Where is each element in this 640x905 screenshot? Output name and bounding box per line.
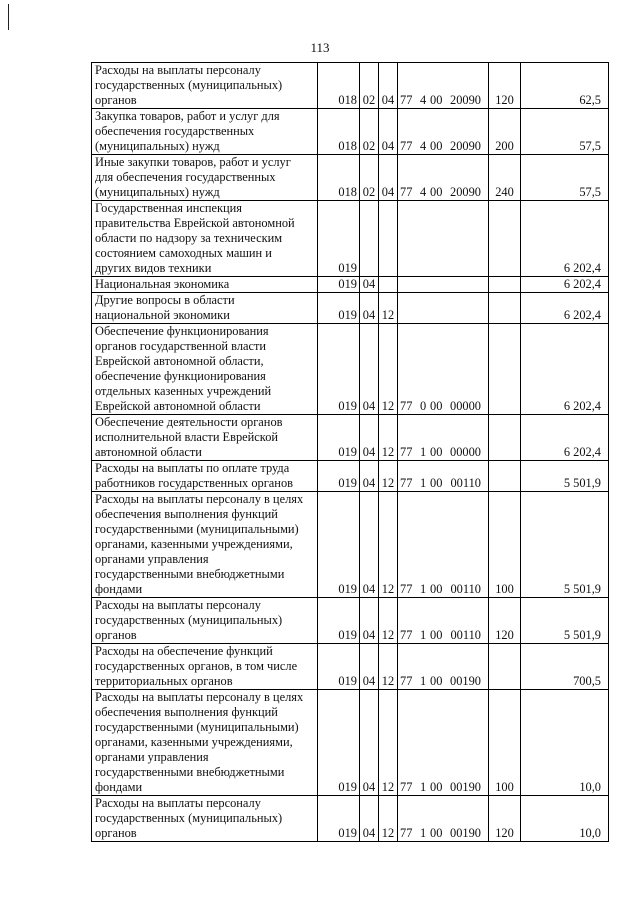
section-code-cell: 04 [360, 324, 379, 415]
expense-name-line: государственных органов, в том числе [95, 659, 298, 673]
target-article-code [400, 628, 481, 643]
section-code-cell: 02 [360, 63, 379, 109]
expense-type-code-cell: 120 [489, 796, 521, 842]
expense-name-line: работников государственных органов [95, 476, 293, 490]
ministry-code-cell: 019 [318, 796, 360, 842]
target-article-cell [398, 492, 489, 598]
target-article-part: 1 [420, 445, 427, 459]
target-article-part: 00190 [450, 780, 481, 794]
target-article-cell [398, 201, 489, 277]
ministry-code-cell: 019 [318, 644, 360, 690]
table-row [92, 201, 609, 277]
amount-cell: 5 501,9 [521, 461, 609, 492]
expense-name-line: для обеспечения государственных [95, 170, 276, 184]
expense-type-code-cell [489, 201, 521, 277]
ministry-code-cell: 019 [318, 415, 360, 461]
amount-cell: 10,0 [521, 796, 609, 842]
expense-type-code-cell: 120 [489, 63, 521, 109]
target-article-part: 77 [400, 826, 413, 840]
target-article-part: 77 [400, 674, 413, 688]
subsection-code-cell: 12 [379, 690, 398, 796]
expense-name-line: Другие вопросы в области [95, 293, 235, 307]
subsection-code-cell: 04 [379, 155, 398, 201]
target-article-cell [398, 796, 489, 842]
expense-name-line: (муниципальных) нужд [95, 139, 220, 153]
target-article-part: 1 [420, 826, 427, 840]
expense-name-line: правительства Еврейской автономной [95, 216, 295, 230]
expense-name-cell [92, 461, 318, 492]
target-article-part: 00190 [450, 674, 481, 688]
expense-name-line: государственных (муниципальных) [95, 811, 283, 825]
target-article-part: 00 [430, 628, 443, 642]
expense-type-code-cell: 200 [489, 109, 521, 155]
expense-name-line: Государственная инспекция [95, 201, 242, 215]
target-article-cell [398, 461, 489, 492]
budget-table-body [92, 63, 609, 842]
expense-name-line: Еврейской автономной области, [95, 354, 264, 368]
target-article-code [400, 826, 481, 841]
target-article-part: 00 [430, 674, 443, 688]
amount-cell: 6 202,4 [521, 324, 609, 415]
amount-cell: 6 202,4 [521, 277, 609, 293]
section-code-cell: 04 [360, 415, 379, 461]
expense-name-line: государственными внебюджетными [95, 567, 285, 581]
expense-type-code-cell [489, 324, 521, 415]
ministry-code-cell: 019 [318, 201, 360, 277]
table-row [92, 277, 609, 293]
expense-name-line: Иные закупки товаров, работ и услуг [95, 155, 291, 169]
expense-name-line: Расходы на выплаты персоналу [95, 796, 261, 810]
expense-name-cell [92, 796, 318, 842]
amount-cell: 57,5 [521, 155, 609, 201]
expense-name-cell [92, 277, 318, 293]
section-code-cell: 04 [360, 293, 379, 324]
target-article-part: 20090 [450, 185, 481, 199]
target-article-part: 77 [400, 93, 413, 107]
expense-name-line: Расходы на выплаты персоналу [95, 598, 261, 612]
target-article-part: 1 [420, 628, 427, 642]
table-row [92, 598, 609, 644]
expense-name-line: фондами [95, 780, 143, 794]
target-article-part: 00000 [450, 399, 481, 413]
target-article-code [400, 582, 481, 597]
expense-name-cell [92, 201, 318, 277]
expense-name-line: органами, казенными учреждениями, [95, 537, 293, 551]
expense-name-line: органов [95, 628, 137, 642]
expense-name-line: Закупка товаров, работ и услуг для [95, 109, 280, 123]
expense-name-line: автономной области [95, 445, 202, 459]
subsection-code-cell: 04 [379, 63, 398, 109]
expense-name-line: Национальная экономика [95, 277, 230, 291]
amount-cell: 5 501,9 [521, 598, 609, 644]
expense-name-line: государственных (муниципальных) [95, 78, 283, 92]
amount-cell: 6 202,4 [521, 415, 609, 461]
expense-name-line: (муниципальных) нужд [95, 185, 220, 199]
expense-name-line: обеспечения выполнения функций [95, 705, 278, 719]
amount-cell: 5 501,9 [521, 492, 609, 598]
subsection-code-cell: 12 [379, 644, 398, 690]
target-article-part: 4 [420, 93, 427, 107]
expense-name-line: органами управления [95, 750, 209, 764]
target-article-part: 77 [400, 399, 413, 413]
expense-name-line: государственными внебюджетными [95, 765, 285, 779]
section-code-cell [360, 201, 379, 277]
ministry-code-cell: 018 [318, 109, 360, 155]
expense-type-code-cell: 120 [489, 598, 521, 644]
expense-name-cell [92, 63, 318, 109]
section-code-cell: 04 [360, 796, 379, 842]
subsection-code-cell: 12 [379, 324, 398, 415]
expense-type-code-cell: 100 [489, 690, 521, 796]
target-article-part: 00 [430, 139, 443, 153]
expense-name-cell [92, 644, 318, 690]
target-article-part: 77 [400, 185, 413, 199]
subsection-code-cell: 12 [379, 796, 398, 842]
expense-name-cell [92, 324, 318, 415]
target-article-code [400, 93, 481, 108]
target-article-part: 00110 [450, 582, 481, 596]
expense-name-line: Расходы на выплаты персоналу в целях [95, 492, 304, 506]
ministry-code-cell: 019 [318, 598, 360, 644]
target-article-part: 20090 [450, 139, 481, 153]
target-article-part: 77 [400, 476, 413, 490]
target-article-code [400, 399, 481, 414]
target-article-part: 00190 [450, 826, 481, 840]
amount-cell: 6 202,4 [521, 293, 609, 324]
ministry-code-cell: 019 [318, 293, 360, 324]
expense-type-code-cell: 100 [489, 492, 521, 598]
expense-name-line: национальной экономики [95, 308, 230, 322]
ministry-code-cell: 019 [318, 277, 360, 293]
amount-cell: 6 202,4 [521, 201, 609, 277]
target-article-part: 00110 [450, 476, 481, 490]
expense-name-cell [92, 293, 318, 324]
ministry-code-cell: 018 [318, 155, 360, 201]
subsection-code-cell [379, 277, 398, 293]
target-article-cell [398, 690, 489, 796]
section-code-cell: 04 [360, 690, 379, 796]
expense-name-cell [92, 155, 318, 201]
section-code-cell: 04 [360, 461, 379, 492]
target-article-cell [398, 277, 489, 293]
table-row [92, 644, 609, 690]
target-article-code [400, 261, 481, 276]
expense-name-line: Расходы на выплаты персоналу в целях [95, 690, 304, 704]
expense-type-code-cell: 240 [489, 155, 521, 201]
budget-table [91, 62, 609, 842]
expense-name-line: Расходы на выплаты персоналу [95, 63, 261, 77]
expense-name-cell [92, 598, 318, 644]
target-article-part: 77 [400, 780, 413, 794]
expense-type-code-cell [489, 293, 521, 324]
expense-name-line: территориальных органов [95, 674, 233, 688]
target-article-part: 77 [400, 582, 413, 596]
expense-name-line: государственными (муниципальными) [95, 522, 299, 536]
target-article-part: 1 [420, 780, 427, 794]
amount-cell: 10,0 [521, 690, 609, 796]
expense-name-line: органами управления [95, 552, 209, 566]
expense-name-line: фондами [95, 582, 143, 596]
expense-name-line: органов государственной власти [95, 339, 267, 353]
target-article-part: 00 [430, 826, 443, 840]
table-row [92, 796, 609, 842]
target-article-part: 77 [400, 445, 413, 459]
target-article-part: 77 [400, 628, 413, 642]
target-article-code [400, 308, 481, 323]
target-article-code [400, 185, 481, 200]
target-article-part: 4 [420, 185, 427, 199]
subsection-code-cell [379, 201, 398, 277]
target-article-part: 1 [420, 674, 427, 688]
target-article-cell [398, 644, 489, 690]
target-article-part: 00 [430, 582, 443, 596]
expense-name-line: органами, казенными учреждениями, [95, 735, 293, 749]
expense-name-line: государственными (муниципальными) [95, 720, 299, 734]
target-article-part: 20090 [450, 93, 481, 107]
section-code-cell: 04 [360, 277, 379, 293]
target-article-part: 00 [430, 399, 443, 413]
expense-name-line: области по надзору за техническим [95, 231, 283, 245]
expense-name-line: органов [95, 826, 137, 840]
target-article-part: 00 [430, 185, 443, 199]
expense-name-line: Расходы на обеспечение функций [95, 644, 273, 658]
section-code-cell: 02 [360, 155, 379, 201]
expense-name-line: Обеспечение деятельности органов [95, 415, 283, 429]
ministry-code-cell: 019 [318, 461, 360, 492]
ministry-code-cell: 019 [318, 690, 360, 796]
table-row [92, 155, 609, 201]
expense-name-line: отдельных казенных учреждений [95, 384, 272, 398]
section-code-cell: 04 [360, 492, 379, 598]
table-row [92, 415, 609, 461]
target-article-part: 77 [400, 139, 413, 153]
target-article-part: 1 [420, 476, 427, 490]
target-article-code [400, 139, 481, 154]
target-article-part: 00 [430, 93, 443, 107]
table-row [92, 293, 609, 324]
target-article-cell [398, 109, 489, 155]
target-article-part: 0 [420, 399, 427, 413]
table-row [92, 690, 609, 796]
expense-name-line: государственных (муниципальных) [95, 613, 283, 627]
target-article-cell [398, 155, 489, 201]
target-article-code [400, 476, 481, 491]
target-article-cell [398, 324, 489, 415]
amount-cell: 57,5 [521, 109, 609, 155]
expense-name-line: исполнительной власти Еврейской [95, 430, 279, 444]
subsection-code-cell: 12 [379, 598, 398, 644]
expense-name-line: Расходы на выплаты по оплате труда [95, 461, 290, 475]
target-article-cell [398, 293, 489, 324]
expense-type-code-cell [489, 277, 521, 293]
amount-cell: 700,5 [521, 644, 609, 690]
page-number: 113 [310, 40, 330, 55]
expense-type-code-cell [489, 415, 521, 461]
section-code-cell: 04 [360, 598, 379, 644]
expense-name-line: Обеспечение функционирования [95, 324, 269, 338]
target-article-part: 00000 [450, 445, 481, 459]
target-article-part: 00 [430, 780, 443, 794]
target-article-part: 00 [430, 445, 443, 459]
target-article-part: 4 [420, 139, 427, 153]
subsection-code-cell: 04 [379, 109, 398, 155]
expense-name-cell [92, 109, 318, 155]
ministry-code-cell: 019 [318, 492, 360, 598]
expense-name-line: других видов техники [95, 261, 212, 275]
table-row [92, 324, 609, 415]
expense-name-line: органов [95, 93, 137, 107]
expense-type-code-cell [489, 461, 521, 492]
scan-edge-mark [8, 4, 9, 30]
target-article-part: 00 [430, 476, 443, 490]
table-row [92, 63, 609, 109]
target-article-cell [398, 415, 489, 461]
expense-name-line: состоянием самоходных машин и [95, 246, 272, 260]
section-code-cell: 02 [360, 109, 379, 155]
target-article-part: 1 [420, 582, 427, 596]
table-row [92, 492, 609, 598]
expense-type-code-cell [489, 644, 521, 690]
expense-name-line: Еврейской автономной области [95, 399, 261, 413]
expense-name-line: обеспечение функционирования [95, 369, 266, 383]
section-code-cell: 04 [360, 644, 379, 690]
expense-name-cell [92, 492, 318, 598]
expense-name-cell [92, 415, 318, 461]
table-row [92, 461, 609, 492]
target-article-cell [398, 598, 489, 644]
subsection-code-cell: 12 [379, 492, 398, 598]
target-article-code [400, 780, 481, 795]
expense-name-line: обеспечения государственных [95, 124, 255, 138]
table-row [92, 109, 609, 155]
expense-name-cell [92, 690, 318, 796]
target-article-code [400, 445, 481, 460]
ministry-code-cell: 019 [318, 324, 360, 415]
subsection-code-cell: 12 [379, 293, 398, 324]
subsection-code-cell: 12 [379, 415, 398, 461]
ministry-code-cell: 018 [318, 63, 360, 109]
target-article-part: 00110 [450, 628, 481, 642]
subsection-code-cell: 12 [379, 461, 398, 492]
target-article-cell [398, 63, 489, 109]
target-article-code [400, 277, 481, 292]
amount-cell: 62,5 [521, 63, 609, 109]
target-article-code [400, 674, 481, 689]
expense-name-line: обеспечения выполнения функций [95, 507, 278, 521]
